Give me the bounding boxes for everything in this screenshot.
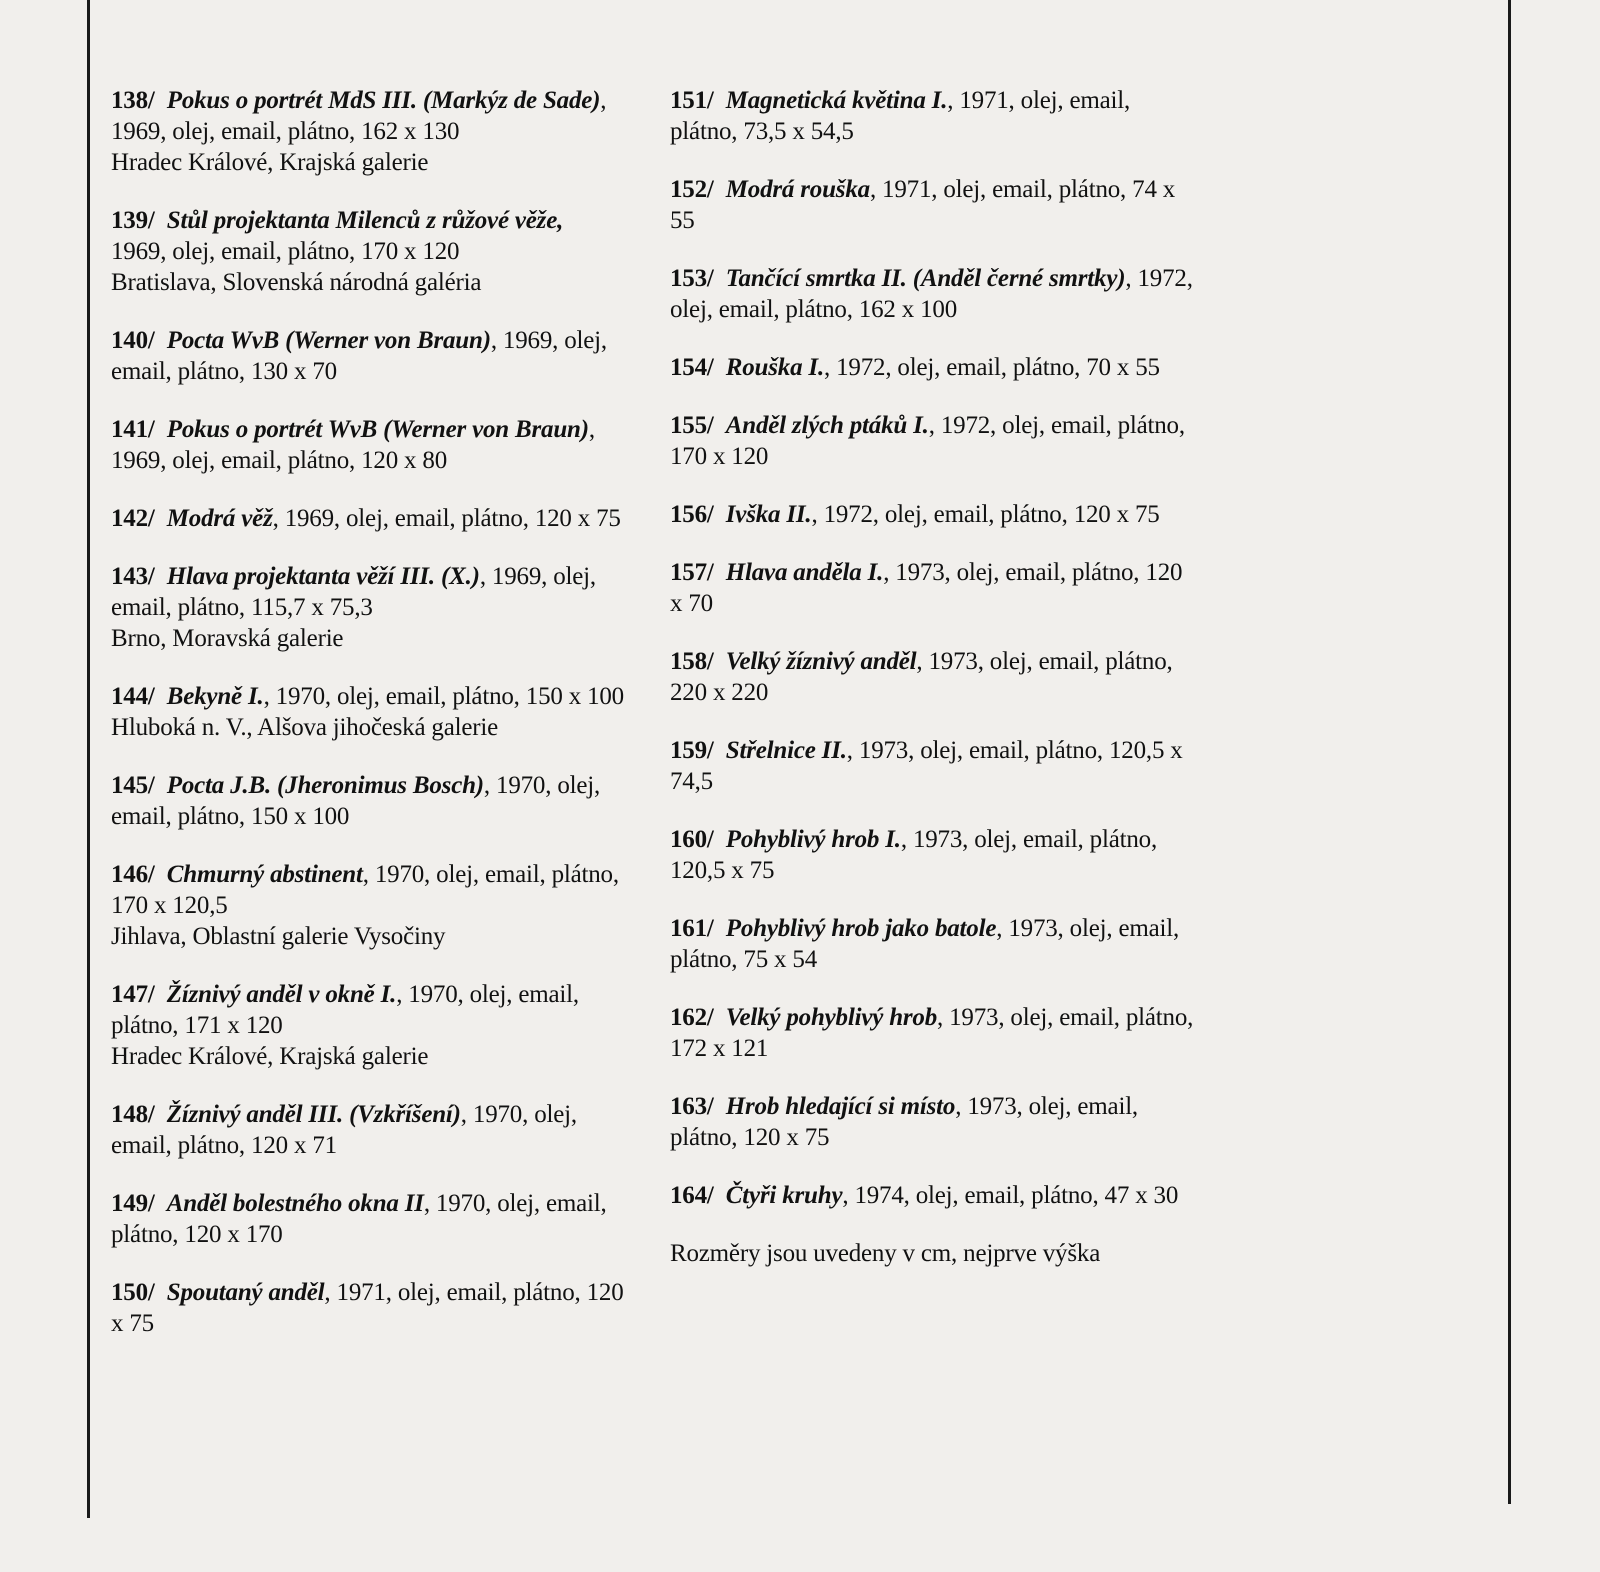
- entry-details: , 1969, olej, email, plátno, 120 x 80: [111, 416, 595, 474]
- entry-location: Hradec Králové, Krajská galerie: [111, 1043, 429, 1070]
- entry-title: Velký pohyblivý hrob: [725, 1004, 938, 1031]
- entry-details: , 1973, olej, email, plátno, 75 x 54: [670, 915, 1180, 973]
- entry-details: , 1971, olej, email, plátno, 74 x 55: [670, 176, 1176, 234]
- entry-title: Magnetická květina I.: [725, 87, 948, 114]
- entry-title: Hlava anděla I.: [725, 559, 884, 586]
- entry-location: Hradec Králové, Krajská galerie: [111, 149, 429, 176]
- catalogue-entry: [111, 859, 641, 952]
- catalogue-entry: [111, 1277, 641, 1339]
- catalogue-entry: [111, 503, 641, 534]
- left-column: [111, 85, 641, 1339]
- entry-details: 1969, olej, email, plátno, 170 x 120: [111, 238, 460, 265]
- entry-number: 155/: [670, 412, 714, 439]
- entry-location: Jihlava, Oblastní galerie Vysočiny: [111, 923, 446, 950]
- right-margin-rule: [1508, 0, 1511, 1504]
- left-margin-rule: [87, 0, 90, 1518]
- entry-title: Pocta J.B. (Jheronimus Bosch): [166, 772, 484, 799]
- entry-details: , 1973, olej, email, plátno, 120 x 70: [670, 559, 1183, 617]
- catalogue-entry: [111, 85, 641, 178]
- entry-number: 146/: [111, 861, 155, 888]
- catalogue-entry: [670, 735, 1200, 797]
- entry-title: Anděl bolestného okna II: [166, 1190, 424, 1217]
- entry-number: 148/: [111, 1101, 155, 1128]
- catalogue-entry: [670, 1002, 1200, 1064]
- catalogue-entry: [670, 913, 1200, 975]
- catalogue-entry: [670, 85, 1200, 147]
- entry-details: , 1969, olej, email, plátno, 120 x 75: [272, 505, 621, 532]
- catalogue-entry: [111, 561, 641, 654]
- entry-details: , 1973, olej, email, plátno, 120,5 x 74,5: [670, 737, 1183, 795]
- entry-title: Stůl projektanta Milenců z růžové věže,: [166, 207, 564, 234]
- entry-details: , 1972, olej, email, plátno, 120 x 75: [811, 501, 1160, 528]
- entry-details: , 1974, olej, email, plátno, 47 x 30: [842, 1182, 1179, 1209]
- catalogue-entry: [670, 1091, 1200, 1153]
- entry-number: 147/: [111, 981, 155, 1008]
- entry-title: Anděl zlých ptáků I.: [725, 412, 929, 439]
- entry-number: 152/: [670, 176, 714, 203]
- entry-number: 154/: [670, 354, 714, 381]
- entry-title: Čtyři kruhy: [725, 1182, 843, 1209]
- catalogue-entry: [670, 824, 1200, 886]
- entry-details: , 1972, olej, email, plátno, 170 x 120: [670, 412, 1185, 470]
- entry-number: 150/: [111, 1279, 155, 1306]
- catalogue-entry: [111, 770, 641, 832]
- entry-title: Bekyně I.: [166, 683, 264, 710]
- entry-number: 145/: [111, 772, 155, 799]
- entry-number: 157/: [670, 559, 714, 586]
- catalogue-entry: [111, 1188, 641, 1250]
- entry-number: 143/: [111, 563, 155, 590]
- entry-title: Spoutaný anděl: [166, 1279, 325, 1306]
- entry-title: Ivška II.: [725, 501, 812, 528]
- entry-number: 162/: [670, 1004, 714, 1031]
- entry-number: 149/: [111, 1190, 155, 1217]
- catalogue-entry: [670, 646, 1200, 708]
- entry-number: 140/: [111, 327, 155, 354]
- entry-number: 138/: [111, 87, 155, 114]
- entry-number: 164/: [670, 1182, 714, 1209]
- entry-title: Chmurný abstinent: [166, 861, 363, 888]
- entry-details: , 1973, olej, email, plátno, 120,5 x 75: [670, 826, 1157, 884]
- catalogue-entry: [111, 205, 641, 298]
- catalogue-entry: [670, 1180, 1200, 1211]
- entry-details: , 1972, olej, email, plátno, 162 x 100: [670, 265, 1193, 323]
- entry-number: 139/: [111, 207, 155, 234]
- dimensions-note: Rozměry jsou uvedeny v cm, nejprve výška: [670, 1240, 1101, 1267]
- entry-details: , 1973, olej, email, plátno, 120 x 75: [670, 1093, 1138, 1151]
- entry-title: Střelnice II.: [725, 737, 847, 764]
- entry-number: 153/: [670, 265, 714, 292]
- catalogue-entry: [670, 410, 1200, 472]
- entry-title: Velký žíznivý anděl: [725, 648, 917, 675]
- entry-number: 142/: [111, 505, 155, 532]
- entry-details: , 1970, olej, email, plátno, 170 x 120,5: [111, 861, 619, 919]
- entry-details: , 1971, olej, email, plátno, 73,5 x 54,5: [670, 87, 1131, 145]
- entry-details: , 1970, olej, email, plátno, 120 x 71: [111, 1101, 577, 1159]
- entry-number: 151/: [670, 87, 714, 114]
- entry-details: , 1969, olej, email, plátno, 115,7 x 75,3: [111, 563, 596, 621]
- entry-number: 160/: [670, 826, 714, 853]
- entry-details: , 1969, olej, email, plátno, 162 x 130: [111, 87, 607, 145]
- entry-number: 161/: [670, 915, 714, 942]
- catalogue-entry: [670, 352, 1200, 383]
- entry-details: , 1970, olej, email, plátno, 150 x 100: [111, 772, 601, 830]
- entry-details: , 1970, olej, email, plátno, 120 x 170: [111, 1190, 607, 1248]
- entry-title: Pohyblivý hrob jako batole: [725, 915, 997, 942]
- entry-title: Pokus o portrét WvB (Werner von Braun): [166, 416, 589, 443]
- entry-details: , 1973, olej, email, plátno, 220 x 220: [670, 648, 1173, 706]
- entry-number: 158/: [670, 648, 714, 675]
- entry-title: Rouška I.: [725, 354, 825, 381]
- entry-title: Modrá věž: [166, 505, 273, 532]
- catalogue-entry: [111, 325, 641, 387]
- right-column: [670, 85, 1200, 1269]
- entry-title: Hlava projektanta věží III. (X.): [166, 563, 480, 590]
- entry-details: , 1973, olej, email, plátno, 172 x 121: [670, 1004, 1194, 1062]
- entry-title: Pohyblivý hrob I.: [725, 826, 901, 853]
- entry-number: 144/: [111, 683, 155, 710]
- catalogue-entry: [670, 263, 1200, 325]
- entry-title: Pocta WvB (Werner von Braun): [166, 327, 491, 354]
- entry-title: Modrá rouška: [725, 176, 870, 203]
- entry-details: , 1970, olej, email, plátno, 150 x 100: [263, 683, 624, 710]
- entry-title: Tančící smrtka II. (Anděl černé smrtky): [725, 265, 1126, 292]
- catalogue-entry: [670, 499, 1200, 530]
- entry-number: 159/: [670, 737, 714, 764]
- catalogue-entry: [670, 557, 1200, 619]
- entry-number: 156/: [670, 501, 714, 528]
- catalogue-entry: [111, 1099, 641, 1161]
- entry-location: Hluboká n. V., Alšova jihočeská galerie: [111, 714, 499, 741]
- catalogue-entry: [111, 414, 641, 476]
- entry-location: Brno, Moravská galerie: [111, 625, 344, 652]
- entry-details: , 1969, olej, email, plátno, 130 x 70: [111, 327, 607, 385]
- entry-title: Hrob hledající si místo: [725, 1093, 956, 1120]
- entry-title: Žíznivý anděl v okně I.: [166, 981, 397, 1008]
- entry-title: Pokus o portrét MdS III. (Markýz de Sade): [166, 87, 601, 114]
- catalogue-entry: [670, 174, 1200, 236]
- entry-details: , 1970, olej, email, plátno, 171 x 120: [111, 981, 579, 1039]
- catalogue-entry: [111, 979, 641, 1072]
- entry-location: Bratislava, Slovenská národná galéria: [111, 269, 482, 296]
- entry-details: , 1971, olej, email, plátno, 120 x 75: [111, 1279, 624, 1337]
- entry-number: 141/: [111, 416, 155, 443]
- catalogue-entry: [111, 681, 641, 743]
- entry-number: 163/: [670, 1093, 714, 1120]
- entry-details: , 1972, olej, email, plátno, 70 x 55: [824, 354, 1160, 381]
- entry-title: Žíznivý anděl III. (Vzkříšení): [166, 1101, 461, 1128]
